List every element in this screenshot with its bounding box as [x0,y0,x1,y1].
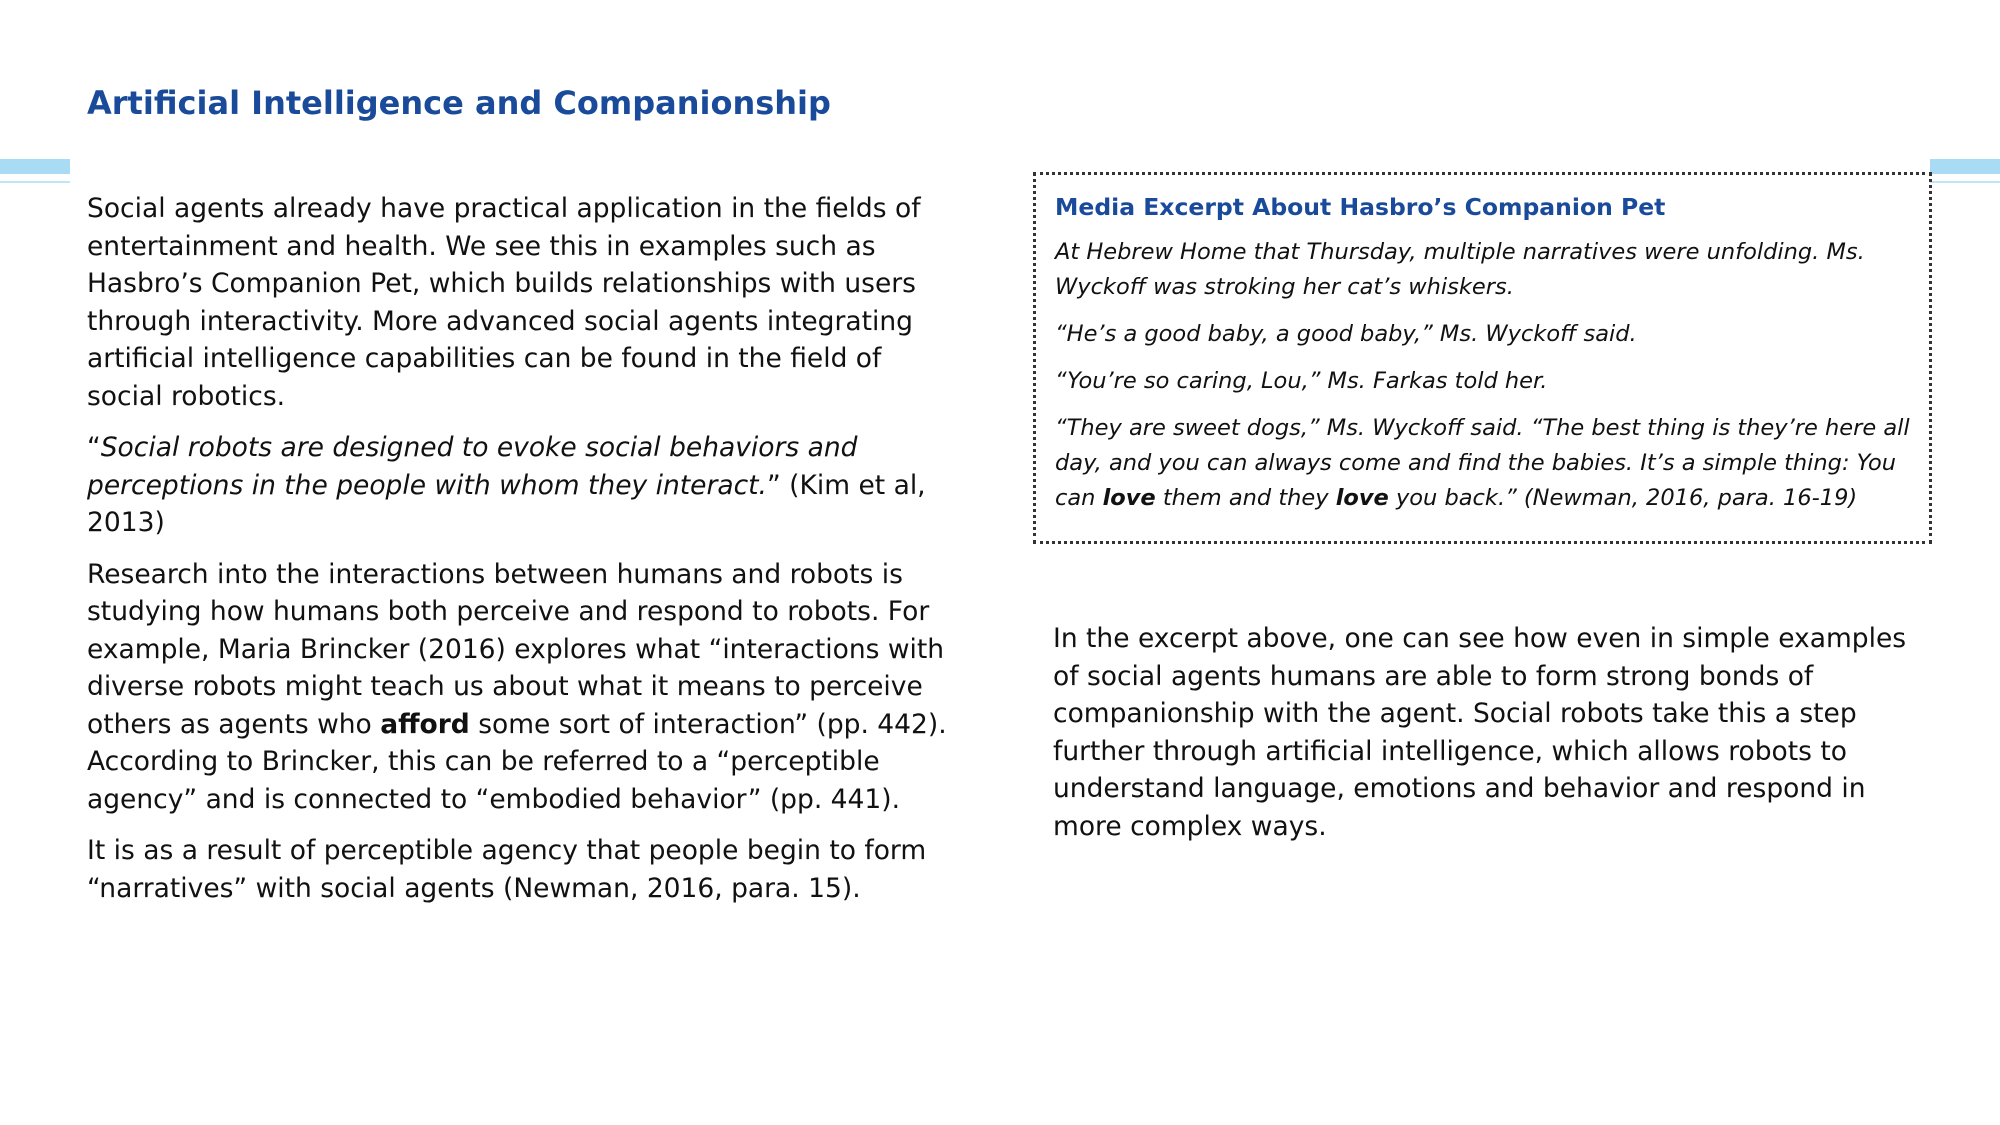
afford-emphasis: afford [380,708,470,740]
decorative-accent-line-right [1930,181,2000,183]
slide-title: Artificial Intelligence and Companionship [87,84,831,122]
love-emphasis-2: love [1335,485,1389,511]
love-emphasis-1: love [1102,485,1156,511]
decorative-accent-bar-right [1930,159,2000,174]
kim-quote-paragraph [87,429,947,542]
excerpt-line-4-part-a: “They are sweet dogs,” Ms. Wyckoff said. “The best thing is they’re here all day, and you can always come and find the babies. It’s a simple thing: You can [1055,415,1910,511]
research-text-before: Research into the interactions between humans and robots is studying how humans both perceive and respond to robots. For example, Maria Brincker (2016) explores what “interactions with diverse robots might teach us about what it means to perceive others as agents who [87,558,945,740]
excerpt-title: Media Excerpt About Hasbro’s Companion Pet [1055,193,1666,221]
intro-paragraph: Social agents already have practical application in the fields of entertainment and health. We see this in examples such as Hasbro’s Companion Pet, which builds relationships with users through interactivity. More advanced social agents integrating artificial intelligence capabilities can be found in the field of social robotics. [87,193,921,412]
media-excerpt-box [1033,172,1932,544]
excerpt-analysis-paragraph: In the excerpt above, one can see how even in simple examples of social agents humans are able to form strong bonds of companionship with the agent. Social robots take this a step further through artificial intelligence, which allows robots to understand language, emotions and behavior and respond in more complex ways. [1053,623,1907,842]
excerpt-line-3: “You’re so caring, Lou,” Ms. Farkas told her. [1055,368,1548,394]
quote-open-mark: “ [87,432,101,463]
excerpt-line-2: “He’s a good baby, a good baby,” Ms. Wyckoff said. [1055,321,1637,347]
right-text-column [1053,620,1933,859]
excerpt-line-4 [1055,411,1911,516]
kim-quote-text: Social robots are designed to evoke social behaviors and perceptions in the people with whom they interact. [87,432,858,501]
left-text-column [87,190,947,921]
research-text-after: some sort of interaction” (pp. 442). According to Brincker, this can be referred to a “perceptible agency” and is connected to “embodied behavior” (pp. 441). [87,708,947,815]
kim-quote-citation: (Kim et al, 2013) [87,469,926,538]
excerpt-line-4-part-c: you back.” (Newman, 2016, para. 16-19) [1388,485,1858,511]
decorative-accent-bar-left [0,159,70,174]
quote-close-mark: ” [766,469,781,501]
narratives-paragraph: It is as a result of perceptible agency that people begin to form “narratives” with social agents (Newman, 2016, para. 15). [87,835,927,904]
excerpt-line-4-part-b: them and they [1155,485,1336,511]
research-paragraph [87,556,947,819]
excerpt-line-1: At Hebrew Home that Thursday, multiple narratives were unfolding. Ms. Wyckoff was stroking her cat’s whiskers. [1055,239,1865,300]
decorative-accent-line-left [0,181,70,183]
